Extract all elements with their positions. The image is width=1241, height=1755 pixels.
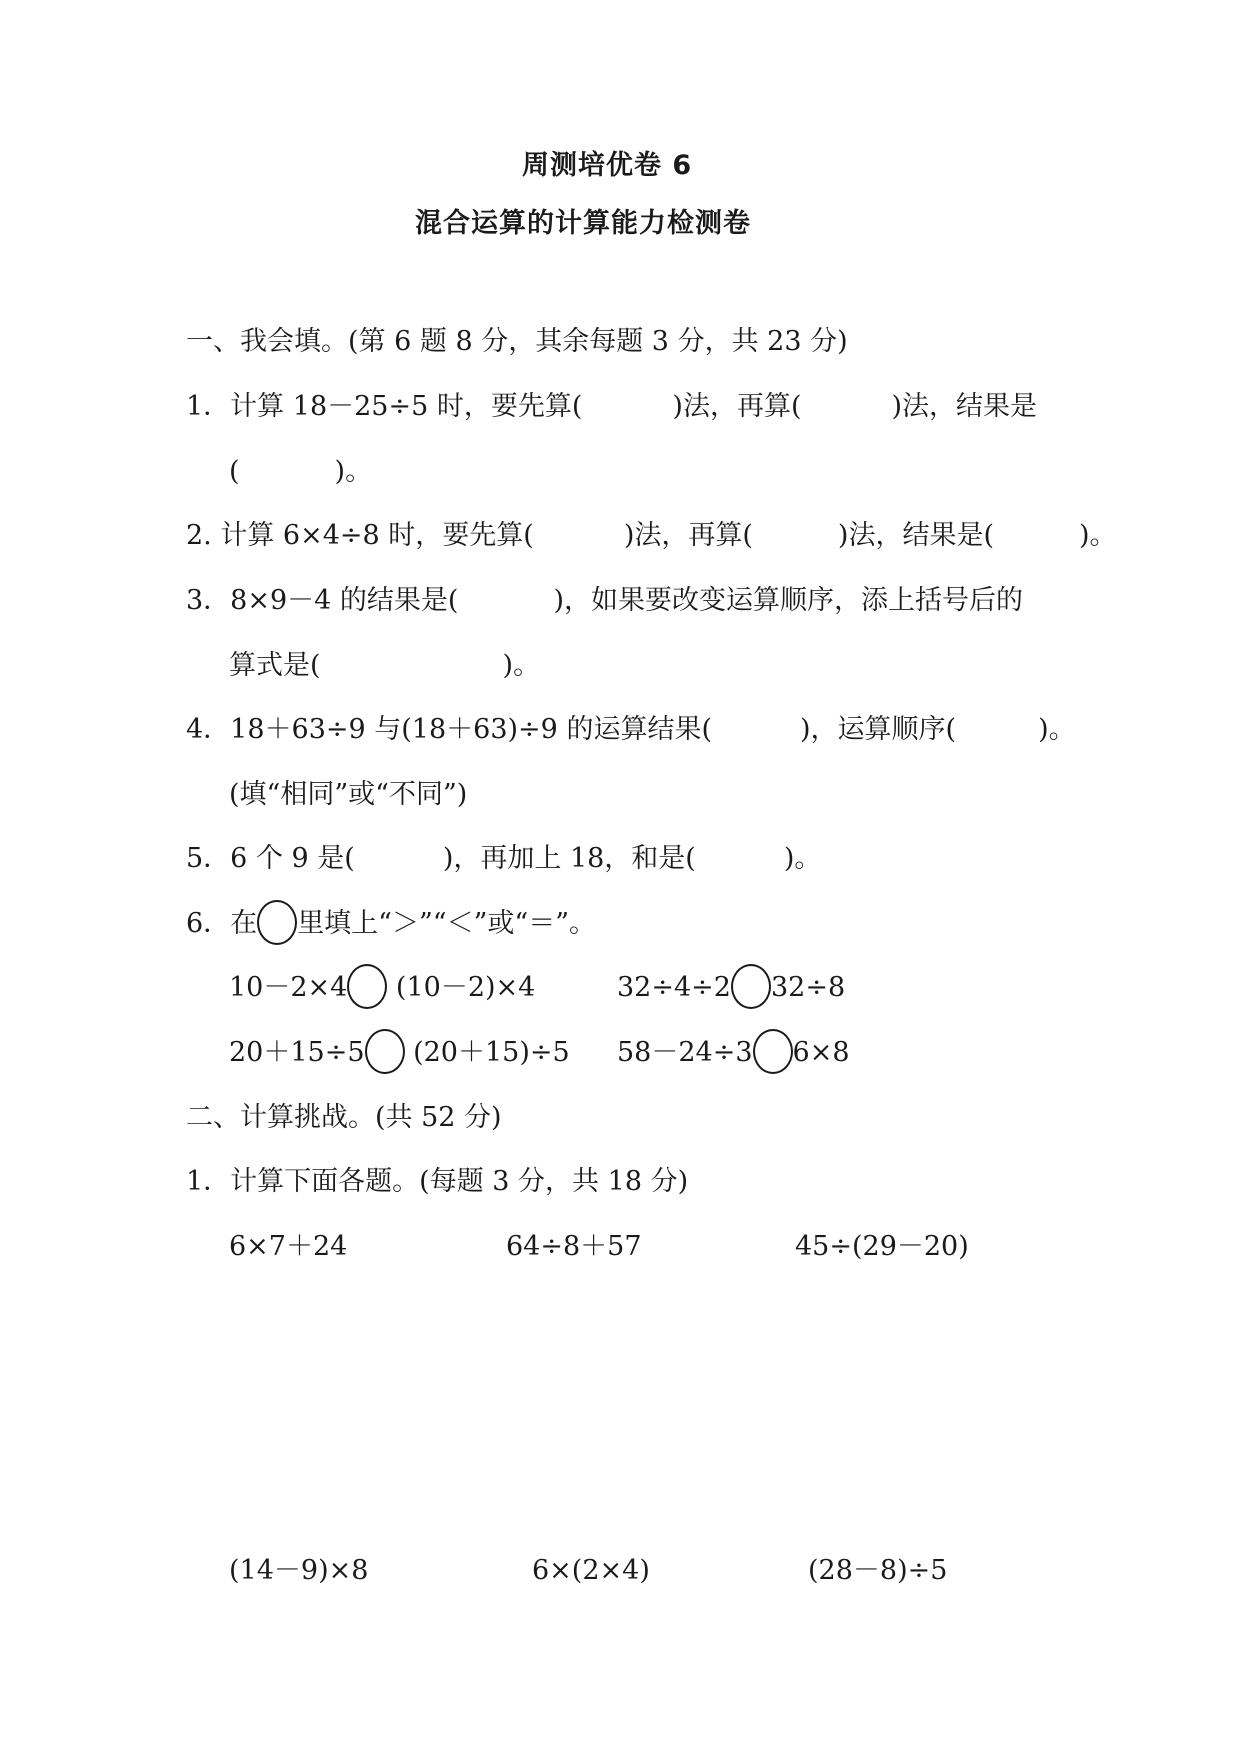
page-title: 周测培优卷 6: [522, 150, 693, 181]
section1-heading: 一、我会填。(第 6 题 8 分，其余每题 3 分，共 23 分): [186, 326, 848, 357]
compare-1-circle[interactable]: [347, 964, 387, 1009]
compare-item-3: [229, 1037, 570, 1069]
calc-2: 64÷8＋57: [506, 1231, 642, 1262]
compare-1-left: 10－2×4: [229, 972, 348, 1003]
calc-5: 6×(2×4): [532, 1555, 650, 1586]
q5-text-c: )。: [783, 843, 822, 874]
compare-3-right: (20＋15)÷5: [404, 1037, 570, 1068]
calc-3: 45÷(29－20): [795, 1231, 969, 1262]
compare-4-left: 58－24÷3: [617, 1037, 753, 1068]
q2-text-d: )。: [1078, 520, 1117, 551]
compare-1-right: (10－2)×4: [387, 972, 536, 1003]
compare-2-left: 32÷4÷2: [617, 972, 731, 1003]
compare-item-1: [229, 972, 535, 1004]
compare-item-2: [617, 972, 845, 1004]
calc-1: 6×7＋24: [229, 1231, 348, 1262]
q1-text-b: )法，再算(: [672, 391, 802, 422]
example-circle-icon: [257, 900, 297, 945]
question-2: [186, 520, 1117, 552]
compare-4-right: 6×8: [792, 1037, 850, 1068]
q2-text-b: )法，再算(: [623, 520, 753, 551]
compare-2-right: 32÷8: [770, 972, 846, 1003]
q3-text-c: 算式是(: [229, 650, 321, 681]
section2-q1-heading: 1．计算下面各题。(每题 3 分，共 18 分): [186, 1166, 689, 1197]
compare-item-4: [617, 1037, 850, 1069]
q2-text-a: 2. 计算 6×4÷8 时，要先算(: [186, 520, 534, 551]
q5-text-b: )，再加上 18，和是(: [442, 843, 696, 874]
calc-4: (14－9)×8: [229, 1555, 369, 1586]
q4-text-c: )。: [1038, 714, 1076, 745]
question-4-line1: [186, 714, 1076, 746]
q3-text-a: 3．8×9－4 的结果是(: [186, 585, 459, 616]
question-1-line1: [186, 391, 1037, 423]
q2-text-c: )法，结果是(: [837, 520, 994, 551]
q4-text-a: 4．18＋63÷9 与(18＋63)÷9 的运算结果(: [186, 714, 712, 745]
question-3-line1: [186, 585, 1023, 617]
compare-3-circle[interactable]: [365, 1029, 405, 1074]
question-4-line2: (填“相同”或“不同”): [229, 779, 468, 810]
question-6-instruction: [186, 908, 596, 940]
section2-heading: 二、计算挑战。(共 52 分): [186, 1102, 502, 1133]
q6-text-b: 里填上“＞”“＜”或“＝”。: [297, 908, 597, 939]
compare-4-circle[interactable]: [753, 1029, 793, 1074]
q5-text-a: 5．6 个 9 是(: [186, 843, 355, 874]
q1-text-d: (: [229, 456, 240, 487]
compare-2-circle[interactable]: [731, 964, 771, 1009]
calc-6: (28－8)÷5: [808, 1555, 948, 1586]
q1-text-c: )法，结果是: [891, 391, 1038, 422]
q1-text-a: 1．计算 18－25÷5 时，要先算(: [186, 391, 583, 422]
q4-text-b: )，运算顺序(: [799, 714, 957, 745]
question-3-line2: [229, 650, 540, 682]
question-5: [186, 843, 821, 875]
compare-3-left: 20＋15÷5: [229, 1037, 365, 1068]
q1-text-e: )。: [334, 456, 373, 487]
q3-text-b: )，如果要改变运算顺序，添上括号后的: [553, 585, 1023, 616]
page-subtitle: 混合运算的计算能力检测卷: [415, 208, 751, 239]
q3-text-d: )。: [502, 650, 541, 681]
question-1-line2: [229, 456, 372, 488]
q6-text-a: 6．在: [186, 908, 258, 939]
